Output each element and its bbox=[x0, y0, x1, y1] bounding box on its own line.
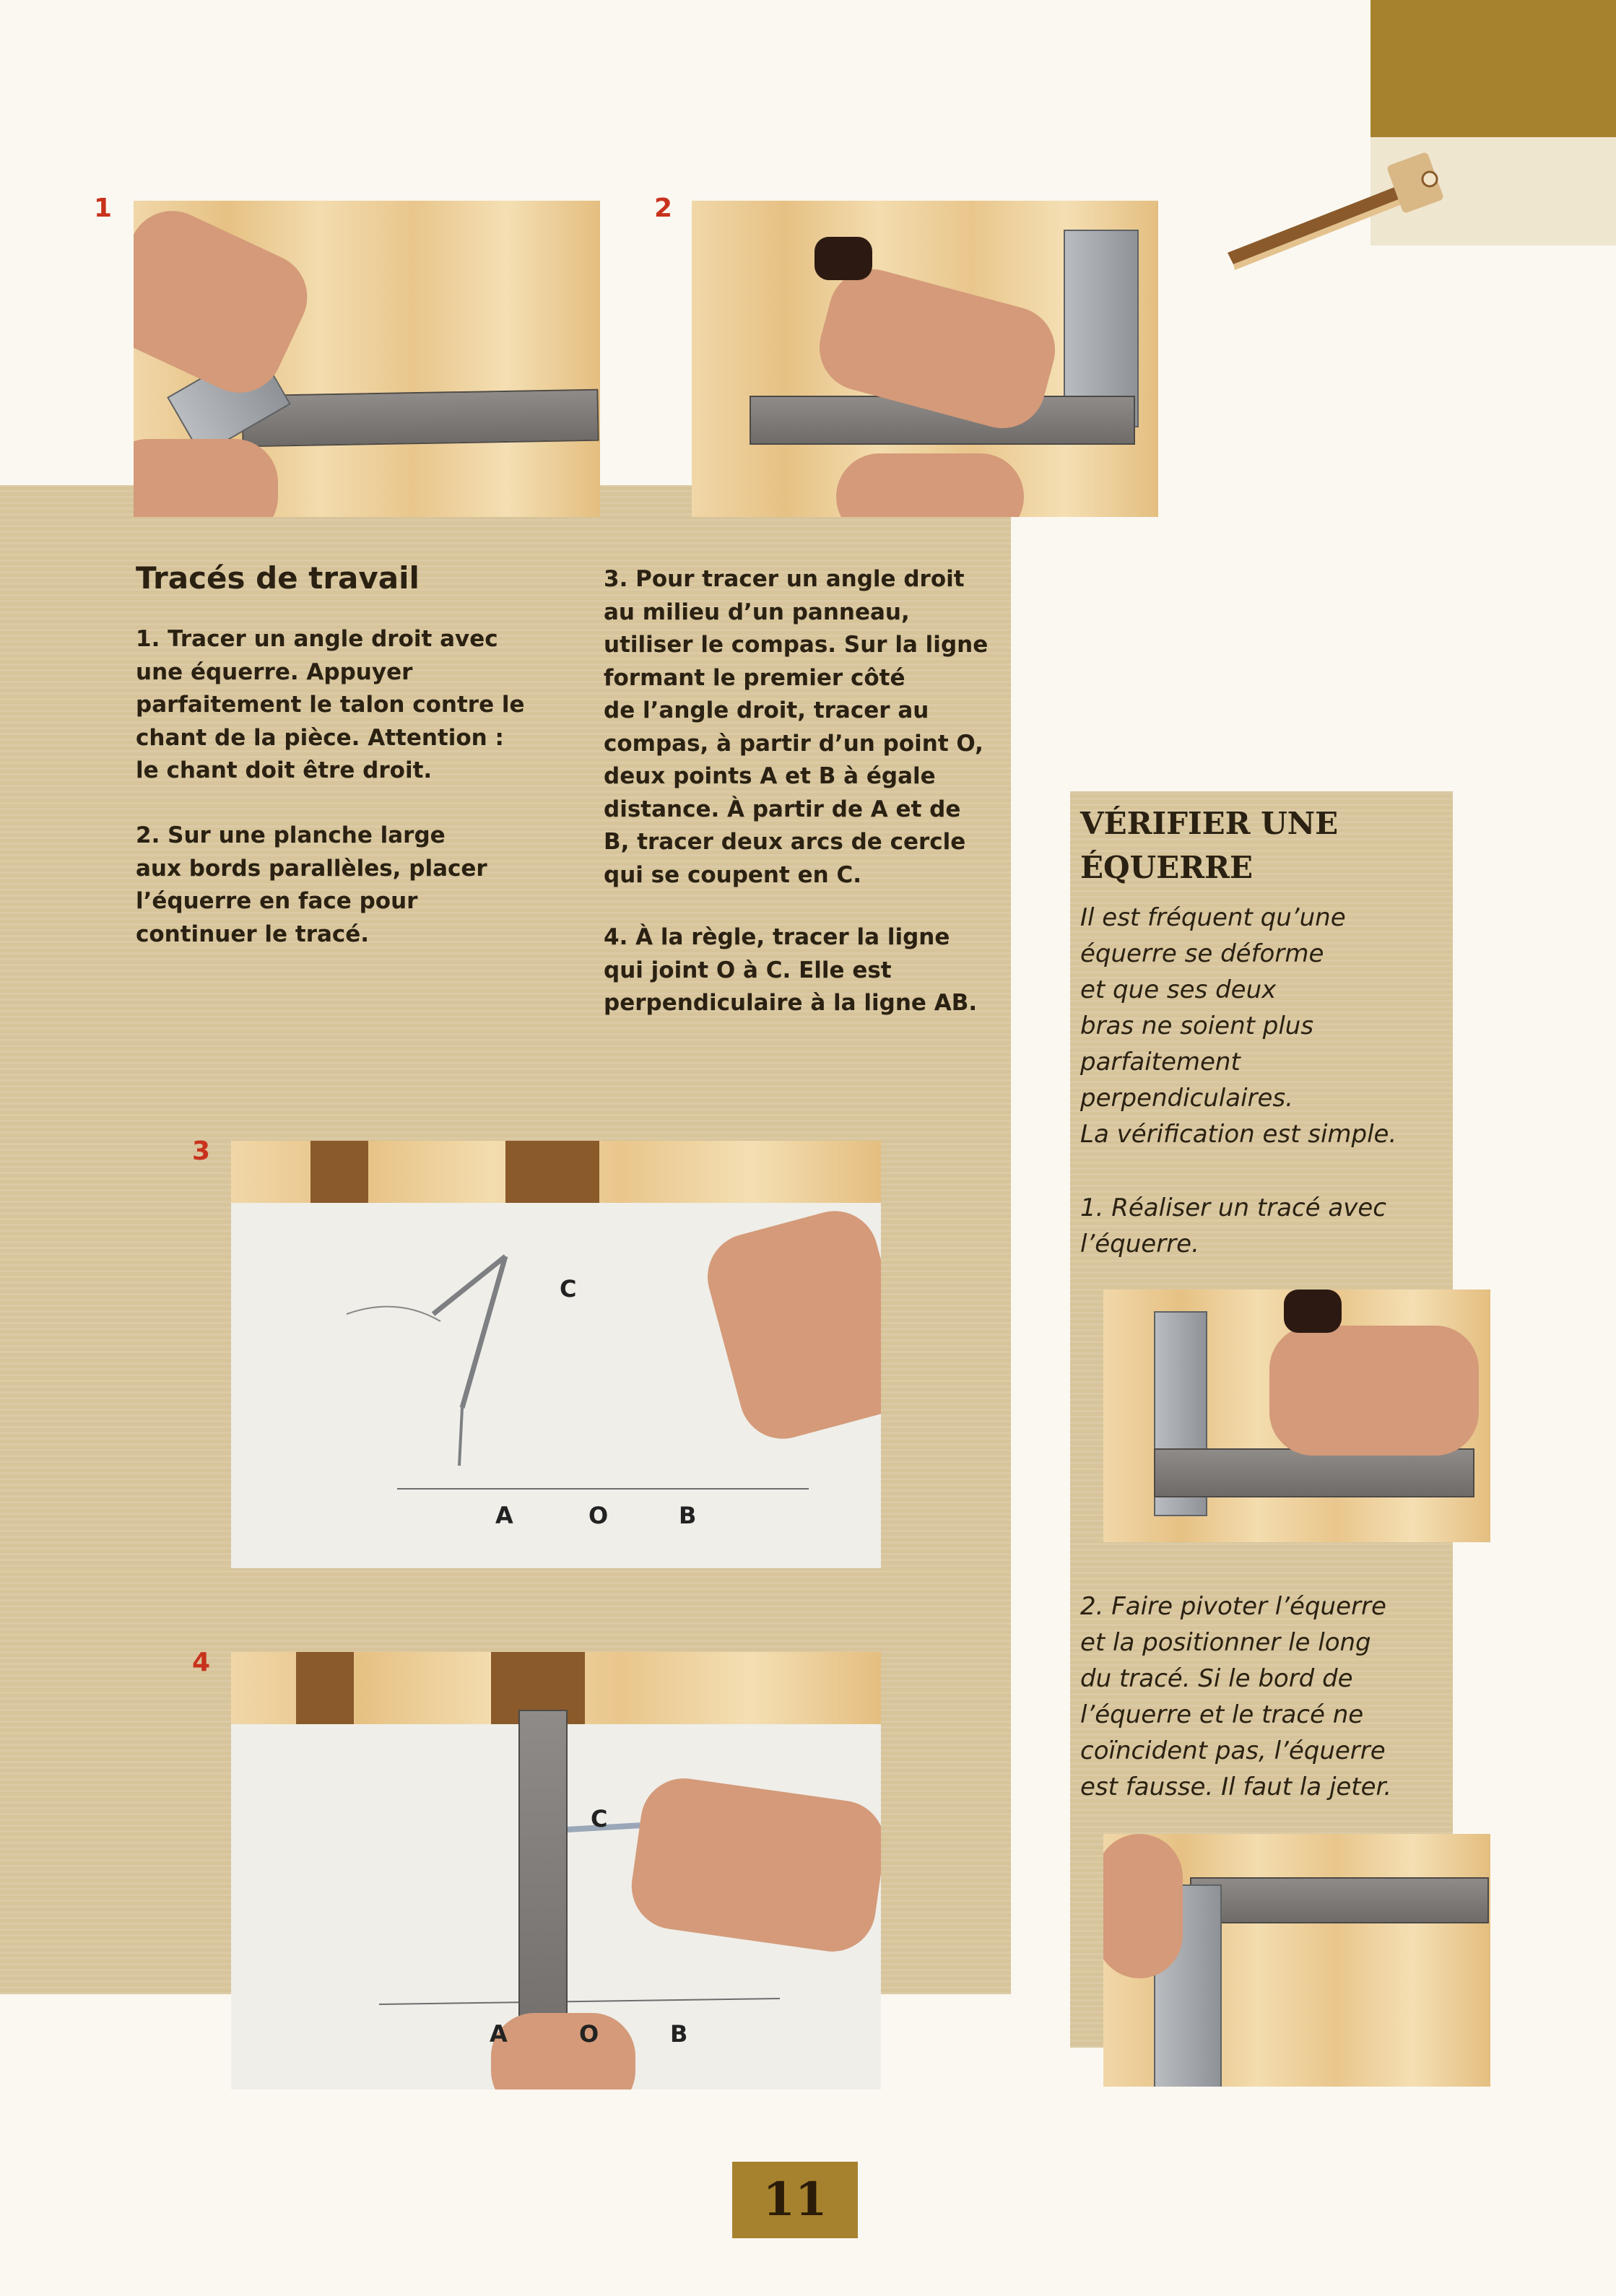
ruler bbox=[241, 389, 599, 448]
sidebar-step-2: 2. Faire pivoter l’équerre et la positionner le long du tracé. Si le bord de l’équerre et le tracé ne coïncident pas, l’équerre est fausse. Il faut la jeter. bbox=[1080, 1592, 1392, 1801]
sidebar-photo-1 bbox=[1103, 1290, 1490, 1542]
photo-2-number: 2 bbox=[654, 193, 673, 223]
sidebar-intro: Il est fréquent qu’une équerre se déforme et que ses deux bras ne soient plus parfaitement perpendiculaires. La vérification est simple. bbox=[1080, 903, 1397, 1149]
point-b-label: B bbox=[679, 1502, 697, 1529]
point-o-label: O bbox=[579, 2020, 599, 2048]
hand bbox=[1269, 1326, 1479, 1456]
photo-1 bbox=[134, 201, 600, 517]
photo-3-number: 3 bbox=[192, 1136, 211, 1166]
sidebar-title: VÉRIFIER UNE ÉQUERRE bbox=[1080, 806, 1339, 885]
hand bbox=[1103, 1834, 1183, 1978]
photo-4-number: 4 bbox=[192, 1648, 211, 1677]
point-a-label: A bbox=[495, 1502, 513, 1529]
hand bbox=[134, 439, 278, 517]
corner-gold-block bbox=[1370, 0, 1616, 137]
sidebar-photo-2 bbox=[1103, 1834, 1490, 2087]
point-c-label: C bbox=[560, 1275, 577, 1303]
ruler bbox=[1154, 1448, 1474, 1497]
photo-3 bbox=[231, 1141, 881, 1568]
step-4-text: 4. À la règle, tracer la ligne qui joint O à C. Elle est perpendiculaire à la ligne AB. bbox=[604, 924, 978, 1016]
hand bbox=[836, 453, 1024, 517]
photo-4 bbox=[231, 1652, 881, 2090]
point-b-label: B bbox=[670, 2020, 688, 2048]
hand bbox=[134, 201, 321, 407]
marking-gauge-illustration bbox=[1220, 144, 1480, 289]
watch bbox=[814, 237, 872, 280]
photo-2 bbox=[692, 201, 1158, 517]
watch bbox=[1284, 1290, 1342, 1333]
photo-1-number: 1 bbox=[94, 193, 113, 223]
section-title: Tracés de travail bbox=[136, 560, 420, 596]
hand bbox=[491, 2013, 635, 2090]
step-1-text: 1. Tracer un angle droit avec une équerre. Appuyer parfaitement le talon contre le chant de la pièce. Attention : le chant doit être droit. bbox=[136, 626, 525, 783]
page-number: 11 bbox=[732, 2162, 858, 2238]
step-3-text: 3. Pour tracer un angle droit au milieu d’un panneau, utiliser le compas. Sur la ligne formant le premier côté de l’angle droit, tracer au compas, à partir d’un point O, deux points A et B à égale distance. À partir de A et de B, tracer deux arcs de cercle qui se coupent en C. bbox=[604, 566, 989, 888]
step-2-text: 2. Sur une planche large aux bords parallèles, placer l’équerre en face pour continuer le tracé. bbox=[136, 822, 487, 947]
point-a-label: A bbox=[490, 2020, 508, 2048]
ruler bbox=[1190, 1877, 1489, 1923]
point-c-label: C bbox=[591, 1805, 608, 1832]
point-o-label: O bbox=[588, 1502, 609, 1529]
sidebar-step-1: 1. Réaliser un tracé avec l’équerre. bbox=[1080, 1193, 1386, 1258]
